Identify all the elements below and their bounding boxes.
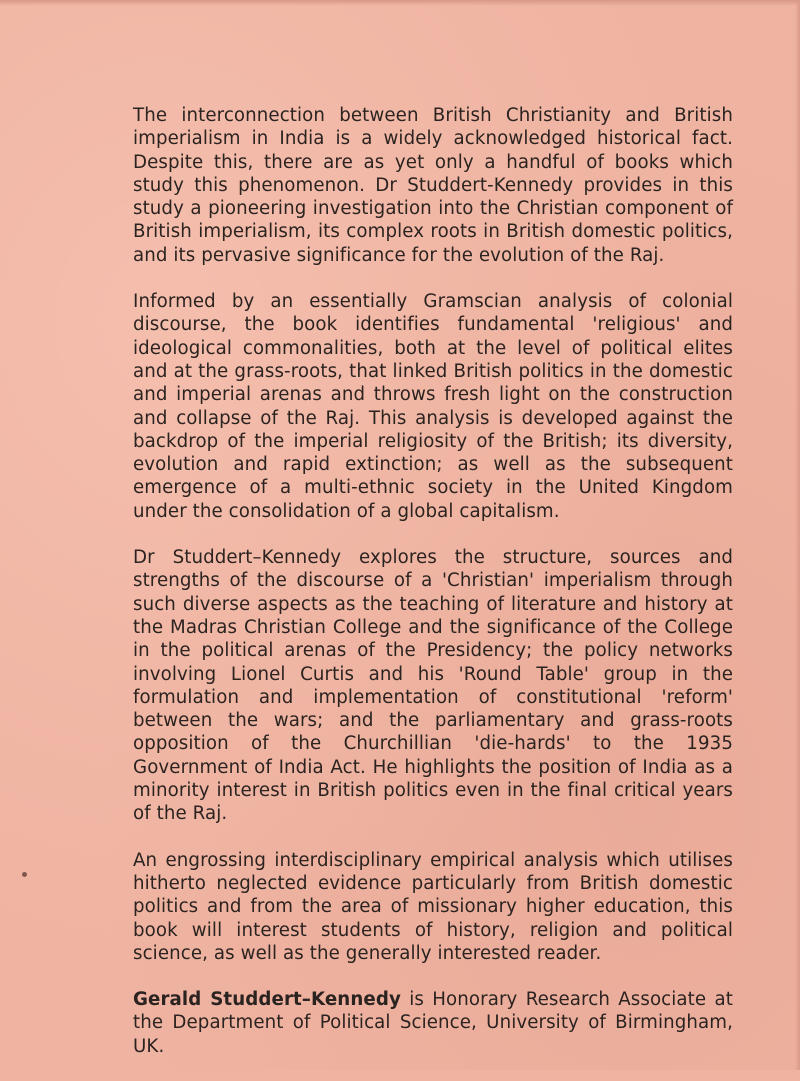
- author-bio: [133, 988, 733, 1058]
- right-edge-shadow: [795, 0, 800, 1070]
- ink-speck: [22, 872, 27, 877]
- blurb-text: [133, 104, 733, 1081]
- author-name: Gerald Studdert–Kennedy: [133, 989, 401, 1011]
- top-edge-shadow: [0, 0, 800, 6]
- blurb-paragraph-2: Informed by an essentially Gramscian analysis of colonial discourse, the book identifies fundamental 'religious' and ideological commonalities, both at the level of political elites and at the grass-roots, that linked British politics in the domestic and imperial arenas and throws fresh light on the construction and collapse of the Raj. This analysis is developed against the backdrop of the imperial religiosity of the British; its diversity, evolution and rapid extinction; as well as the subsequent emergence of a multi-ethnic society in the United Kingdom under the consolidation of a global capitalism.: [133, 291, 733, 522]
- blurb-paragraph-4: An engrossing interdisciplinary empirical analysis which utilises hitherto neglected evidence particularly from British domestic politics and from the area of missionary higher education, this book will interest students of history, religion and political science, as well as the generally interested reader.: [133, 849, 733, 964]
- blurb-paragraph-3: Dr Studdert–Kennedy explores the structure, sources and strengths of the discourse of a 'Christian' imperialism through such diverse aspects as the teaching of literature and history at the Madras Christian College and the significance of the College in the political arenas of the Presidency; the policy networks involving Lionel Curtis and his 'Round Table' group in the formulation and implementation of constitutional 'reform' between the wars; and the parliamentary and grass-roots opposition of the Churchillian 'die-hards' to the 1935 Government of India Act. He highlights the position of India as a minority interest in British politics even in the final critical years of the Raj.: [133, 547, 733, 825]
- blurb-paragraph-1: The interconnection between British Christianity and British imperialism in India is a widely acknowledged historical fact. Despite this, there are as yet only a handful of books which study this phenomenon. Dr Studdert-Kennedy provides in this study a pioneering investigation into the Christian component of British imperialism, its complex roots in British domestic politics, and its pervasive significance for the evolution of the Raj.: [133, 105, 733, 266]
- author-bio-text: is Honorary Research Associate at the Department of Political Science, University of Birmingham, UK.: [133, 989, 733, 1057]
